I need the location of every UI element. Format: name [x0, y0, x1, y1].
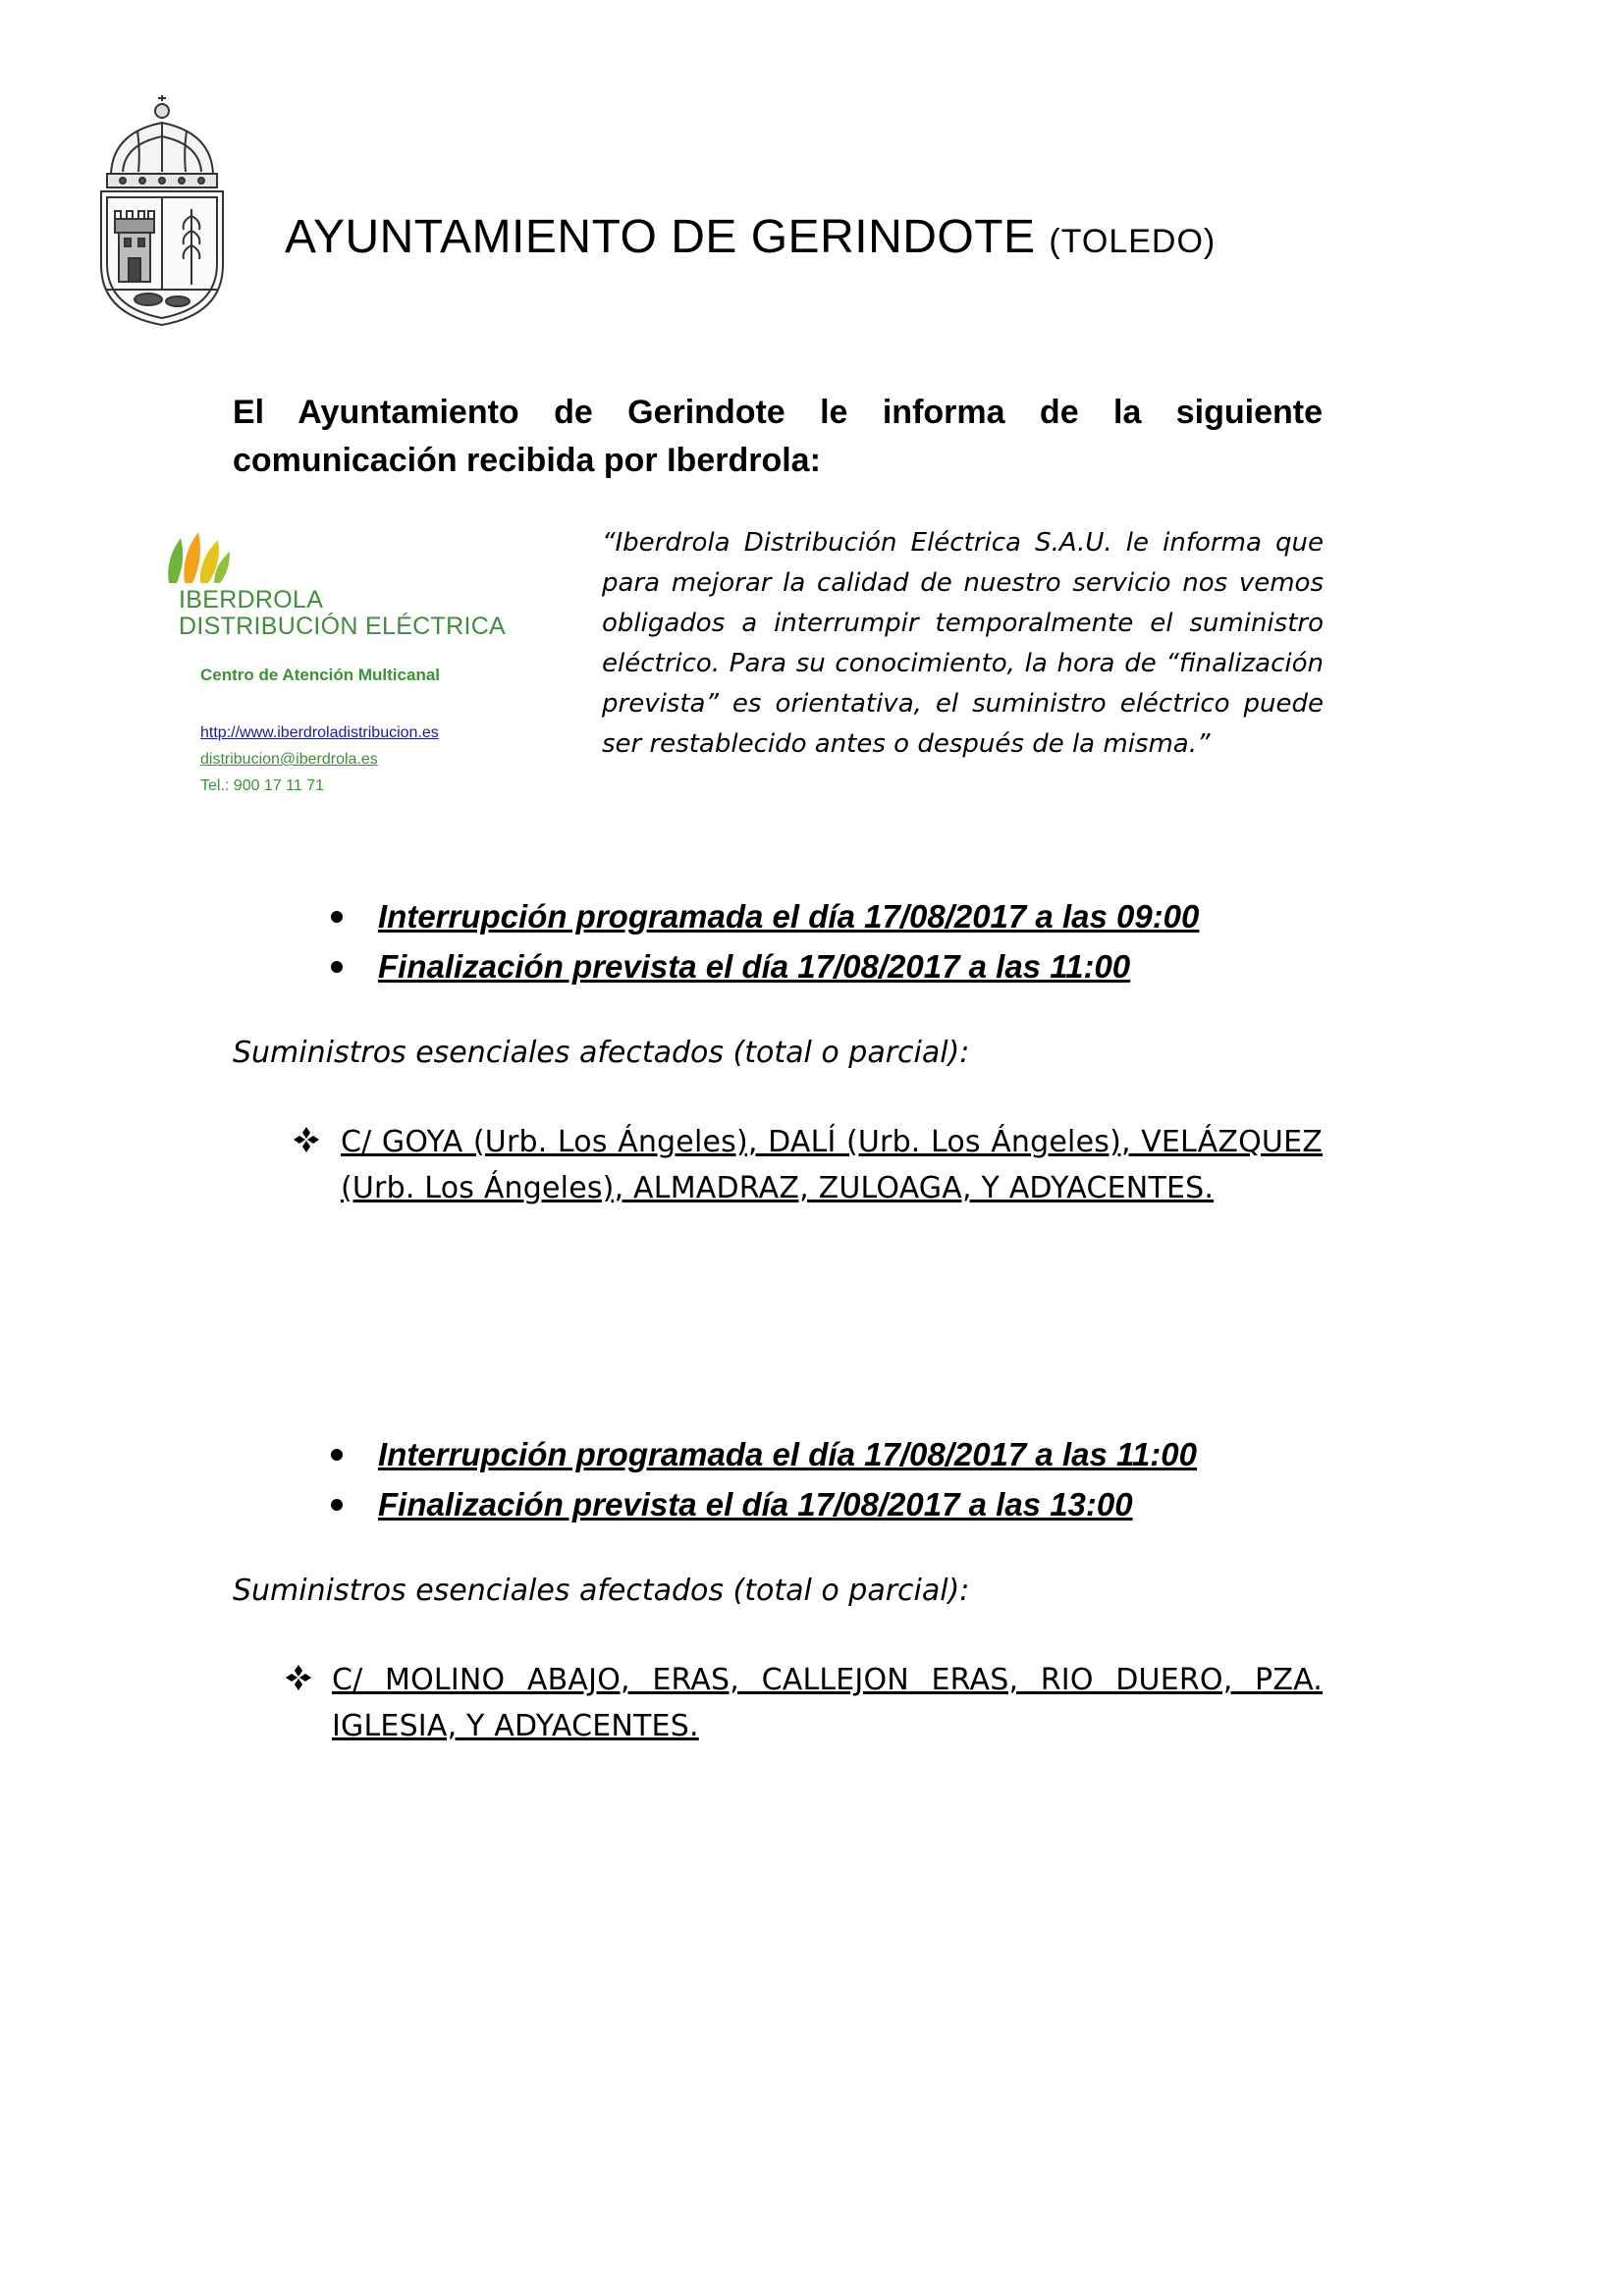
coat-of-arms-icon [93, 93, 231, 329]
iberdrola-name-line1: IBERDROLA [179, 586, 324, 614]
iberdrola-center-label: Centro de Atención Multicanal [200, 666, 441, 684]
interruption-end: Finalización prevista el día 17/08/2017 a las 13:00 [314, 1479, 1197, 1529]
province-name: (TOLEDO) [1049, 223, 1217, 260]
affected-streets: C/ MOLINO ABAJO, ERAS, CALLEJON ERAS, RIO DUERO, PZA. IGLESIA, Y ADYACENTES. [332, 1663, 1323, 1743]
municipality-name: AYUNTAMIENTO DE GERINDOTE [285, 211, 1036, 263]
iberdrola-email-link[interactable]: distribucion@iberdrola.es [200, 751, 378, 768]
affected-label: Suministros esenciales afectados (total o parcial): [233, 1574, 970, 1608]
iberdrola-logo-block [157, 530, 530, 815]
iberdrola-leaves-icon [163, 530, 232, 585]
iberdrola-name-line2: DISTRIBUCIÓN ELÉCTRICA [179, 613, 507, 640]
interruption-start: Interrupción programada el día 17/08/2017 a las 09:00 [314, 891, 1199, 941]
interruption-schedule-1 [314, 891, 1199, 991]
iberdrola-web-link[interactable]: http://www.iberdroladistribucion.es [200, 724, 439, 741]
diamond-bullet-icon [293, 1126, 320, 1153]
page-title [285, 210, 1216, 264]
iberdrola-name [179, 587, 506, 640]
affected-streets: C/ GOYA (Urb. Los Ángeles), DALÍ (Urb. Los Ángeles), VELÁZQUEZ (Urb. Los Ángeles), ALMADRAZ, ZULOAGA, Y ADYACENTES. [341, 1125, 1323, 1205]
iberdrola-phone: Tel.: 900 17 11 71 [200, 777, 325, 794]
intro-paragraph: El Ayuntamiento de Gerindote le informa de la siguiente comunicación recibida por Iberdrola: [233, 394, 1323, 479]
iberdrola-contact [200, 720, 439, 799]
iberdrola-quote: “Iberdrola Distribución Eléctrica S.A.U. le informa que para mejorar la calidad de nuestro servicio nos vemos obligados a interrumpir temporalmente el suministro eléctrico. Para su conocimiento, la hora de “finalización prevista” es orientativa, el suministro eléctrico puede ser restablecido antes o después de la misma.” [602, 528, 1324, 759]
affected-label: Suministros esenciales afectados (total o parcial): [233, 1036, 970, 1070]
interruption-schedule-2 [314, 1429, 1197, 1529]
interruption-end: Finalización prevista el día 17/08/2017 a las 11:00 [314, 941, 1199, 991]
interruption-start: Interrupción programada el día 17/08/2017 a las 11:00 [314, 1429, 1197, 1479]
diamond-bullet-icon [285, 1664, 312, 1691]
